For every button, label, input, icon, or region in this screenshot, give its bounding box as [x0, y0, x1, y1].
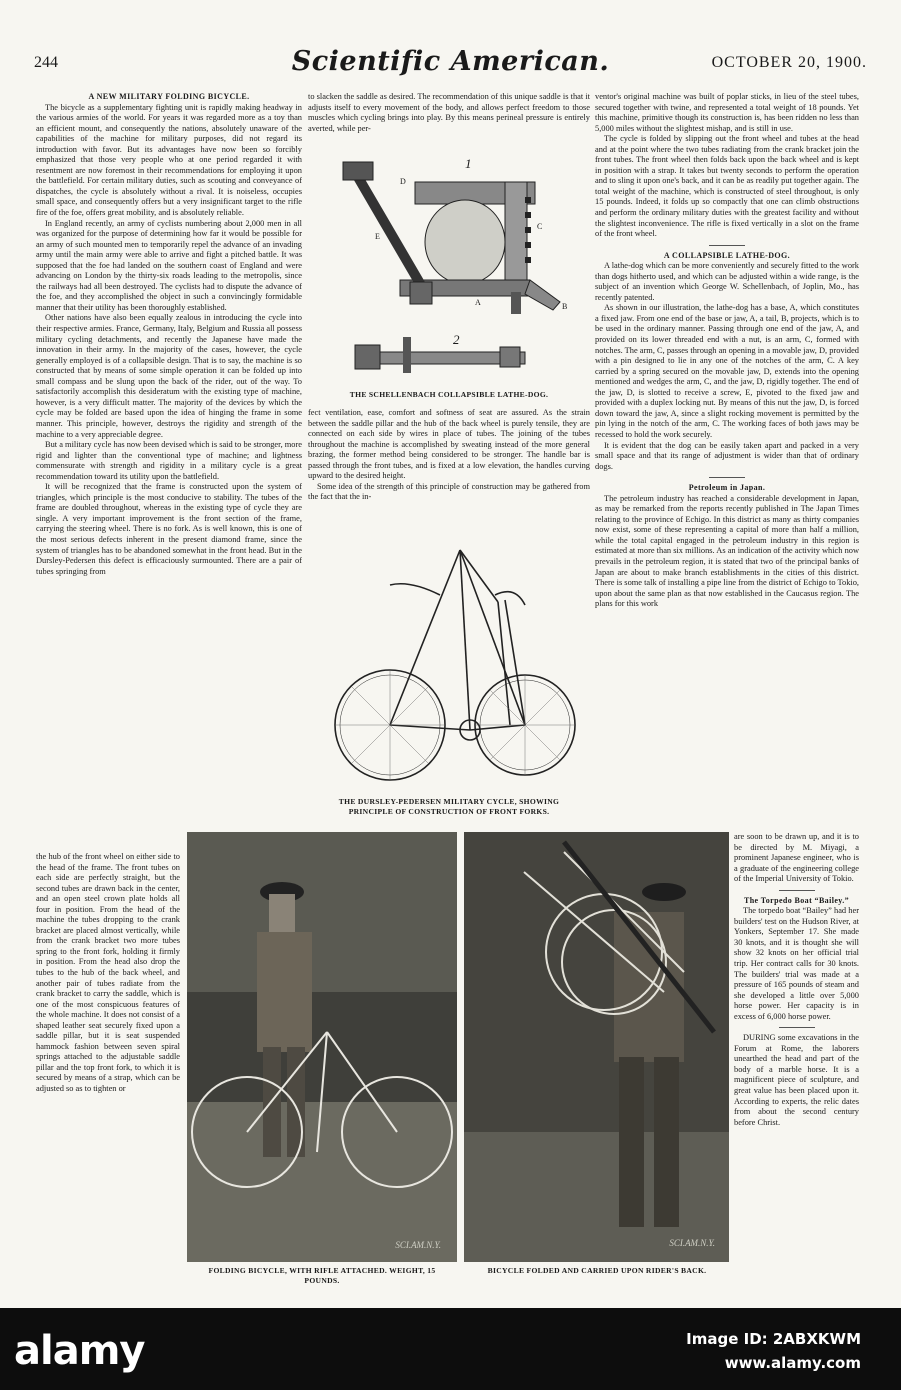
stock-banner [0, 1308, 901, 1390]
divider [709, 245, 745, 246]
paragraph: The petroleum industry has reached a considerable development in Japan, as may be remarked from the reports recently published in The Japan Times relating to the province of Echigo. In this district as many as thirty companies now exist, some of these representing a capital of more than half a million, while the total capital engaged in the petroleum industry in this region is estimated at more than six millions. As an indication of the activity which now prevails in the petroleum region, it is stated that two of the principal banks of Japan are about to make branch establishments in the cities of this district. There is some talk of installing a pipe line from the district of Echigo to Tokio, upon about the same plan as that now established in the Caucasus region. The plans for this work [595, 493, 859, 609]
column-1-narrow [36, 852, 180, 1262]
cycle-caption: THE DURSLEY-PEDERSEN MILITARY CYCLE, SHOWING PRINCIPLE OF CONSTRUCTION OF FRONT FORKS. [338, 797, 560, 816]
lathe-dog-caption: THE SCHELLENBACH COLLAPSIBLE LATHE-DOG. [349, 390, 549, 399]
stock-url[interactable]: www.alamy.com [724, 1354, 861, 1372]
paragraph: Some idea of the strength of this principle of construction may be gathered from the fact that the in- [308, 481, 590, 502]
masthead: Scientific American. [291, 46, 610, 77]
paragraph: are soon to be drawn up, and it is to be directed by M. Miyagi, a prominent Japanese engineer, who is a graduate of the engineering college of the Imperial University of Tokio. [734, 832, 859, 884]
photo-folding-bicycle [187, 832, 457, 1262]
article-title-bicycle: A NEW MILITARY FOLDING BICYCLE. [88, 92, 250, 101]
figure-label-1: 1 [465, 156, 472, 171]
figure-letter-a: A [475, 298, 481, 307]
paragraph: Other nations have also been equally zealous in introducing the cycle into their respective armies. France, Germany, Italy, Belgium and Russia all possess military cycling detachments, and recently the Japanese have made the innovation in their army. In the majority of the cases, however, the cycle generally employed is of a collapsible design. That is to say, the machine is so constructed that by means of some simple operation it can be folded up into small compass and be slung upon the back of the rider, out of the way. To satisfactorily accomplish this desideratum with the existing type of machine, however, is a very difficult matter. The majority of the devices by which the cycle may be folded are based upon the idea of hinging the frame in some manner. This principle, however, destroys the rigidity and strength of the machine to a very appreciable degree. [36, 313, 302, 439]
paragraph: The bicycle as a supplementary fighting unit is rapidly making headway in the various armies of the world. For years it was regarded more as a toy than an efficient mount, and consequently the nations, absolutely unaware of the capabilities of the machine for military purposes, did not regard its introduction with favor. But its advantages have now been so forcibly emphasized that those very people who at one period regarded it with resentment are now foremost in their recommendations for employing it upon the battlefield. For certain military duties, such as scouting and conveyance of dispatches, the cycle is absolutely without a rival. It is noiseless, occupies small space, and consequently offers but a very insignificant target to the rifle fire of the foe, offers great mobility, and is absolutely reliable. [36, 102, 302, 218]
rider-carrying-bicycle-photo [464, 832, 729, 1262]
column-1 [36, 92, 302, 850]
figure-letter-c: C [537, 222, 543, 231]
paragraph: It is evident that the dog can be easily taken apart and packed in a very small space and that its range of adjustment is wider than that of ordinary dogs. [595, 440, 859, 471]
paragraph: It will be recognized that the frame is constructed upon the system of triangles, which principle is the most conducive to stability. The tubes of the frame are doubled throughout, whereas in the existing type of cycle they are single. A very important improvement is the front section of the frame, carrying the steering wheel. There is no fork. As is well known, this is one of the most serious defects inherent in the present diamond frame, since the system of triangles has to be abandoned somewhat in the front head. But in the Dursley-Pedersen this defect is efficaciously surmounted. There are a pair of tubes springing from [36, 482, 302, 576]
page-header [34, 46, 867, 86]
paragraph: to slacken the saddle as desired. The recommendation of this unique saddle is that it adjusts itself to every movement of the body, and allows perfect freedom to those muscles which cycling brings into play. By this means perineal pressure is entirely averted, while per- [308, 92, 590, 133]
divider [779, 890, 815, 891]
figure-label-2: 2 [453, 332, 460, 347]
soldier-with-bicycle-photo [187, 832, 457, 1262]
paragraph: DURING some excavations in the Forum at Rome, the laborers unearthed the head and part of the body of a marble horse. It is a magnificent piece of sculpture, and great value has been placed upon it. According to experts, the relic dates from about the second century before Christ. [734, 1033, 859, 1127]
column-3 [595, 92, 859, 828]
paragraph: As shown in our illustration, the lathe-dog has a base, A, which constitutes a fixed jaw. From one end of the base or jaw, A, a tail, B, projects, which is to be used in the ordinary manner. Passing through one end of the jaw, A, and provided on its lower threaded end with a nut, is an arm, C, formed with notches. The arm, C, passes through an opening in a movable jaw, D, provided with a pin designed to lie in any one of the notches of the arm, C. A key carried by a spring secured on the movable jaw, D, extends into the opening mentioned and wedges the arm, C, and the jaw, D, rigidly together. The end of the jaw, D, is slotted to receive a screw, E, pivoted to the fixed jaw and provided with a duplex locking nut. By means of this nut the jaw, D, is forced down toward the jaw, A, since a slight rocking movement is permitted by the pin lying in the notch of the arm, C. The working faces of both jaws may be recessed to hold the work securely. [595, 303, 859, 439]
column-3-narrow [734, 832, 859, 1262]
photo-right-caption: BICYCLE FOLDED AND CARRIED UPON RIDER'S BACK. [487, 1266, 707, 1275]
article-title-lathe: A COLLAPSIBLE LATHE-DOG. [663, 250, 791, 260]
paragraph: fect ventilation, ease, comfort and softness of seat are assured. As the strain between the saddle pillar and the hub of the back wheel is purely tensile, they are connected on each side by wires in place of tubes. The joining of the tubes throughout the machine is accomplished by sweating instead of the more general brazing, the former method being considered to be stronger. The handle bar is passed through the front tubes, and is fixed at a low elevation, the handles curving upward to the desired height. [308, 408, 590, 481]
divider [709, 477, 745, 478]
divider [779, 1027, 815, 1028]
paragraph: The cycle is folded by slipping out the front wheel and tubes at the head and at the point where the two tubes radiating from the crank bracket join the front tubes. The front wheel then folds back upon the back wheel and is kept in position with a strap. It takes but twenty seconds to perform the operation and to sling it upon one's back, and it can be as readily put together again. The total weight of the machine, which is constructed of steel throughout, is only 15 pounds. Indeed, it folds up so compactly that one can climb obstructions and perform the ordinary military duties with the greatest facility and without the slightest inconvenience. The rifle is fixed vertically in a slot on the frame of the front wheel. [595, 134, 859, 239]
paragraph: The torpedo boat “Bailey” had her builders' test on the Hudson River, at Yonkers, September 17. She made 30 knots, and it is thought she will show 32 knots on her official trial trip. Her contract calls for 30 knots. The builders' trial was made at a pressure of 165 pounds of steam and she developed a little over 5,000 horse power. Her capacity is in excess of 6,000 horse power. [734, 906, 859, 1021]
figure-letter-d: D [400, 177, 406, 186]
image-id: Image ID: 2ABXKWM [686, 1330, 861, 1348]
paragraph: the hub of the front wheel on either side to the head of the frame. The front tubes on each side are perfectly straight, but the second tubes are drawn back in the center, and an open steel crown plate holds all four in position. From the head of the machine the tubes dropping to the crank bracket are placed almost vertically, while from the crank bracket two more tubes spring to the front fork, holding it firmly in position. From the head also drop the tubes to the hub of the back wheel, and another pair of tubes radiate from the crank bracket to carry the saddle, which is one of the most conspicuous features of the whole machine. It does not consist of a shaped leather seat securely fixed upon a saddle pillar, but it is seat suspended hammock fashion between seven spiral springs attached to the adjustable saddle pillar and the top front fork, to which it is secured by means of a strap, which can be adjusted so as to tighten or [36, 852, 180, 1094]
lathe-dog-figure [315, 152, 583, 385]
photo-signature: SCI.AM.N.Y. [395, 1240, 441, 1250]
photo-left-caption: FOLDING BICYCLE, WITH RIFLE ATTACHED. WEIGHT, 15 POUNDS. [208, 1266, 436, 1285]
issue-date: OCTOBER 20, 1900. [711, 54, 867, 71]
paragraph: But a military cycle has now been devised which is said to be stronger, more rigid and lighter than the conventional type of machine; and lightness commensurate with strength and rigidity in a military cycle is a great recommendation toward its utility upon the battlefield. [36, 440, 302, 481]
column-2-middle [308, 408, 590, 536]
photo-signature: SCI.AM.N.Y. [669, 1238, 715, 1248]
paragraph: In England recently, an army of cyclists numbering about 2,000 men in all was organized for the purpose of determining how far it would be possible for an army of such mounted men to temporarily repel the advance of an invading army until the main army were able to arrive and fight a pitched battle. It was supposed that the foe had landed on the southern coast of England and were advancing on London by the thirty-six roads leading to the metropolis, since the railways had all been destroyed. The cyclists had to dispute the advance of the foe, and they accomplished the object in such a convincingly formidable manner that their utility has been thoroughly established. [36, 218, 302, 312]
page-number: 244 [34, 54, 58, 71]
column-2-top [308, 92, 590, 150]
paragraph: A lathe-dog which can be more conveniently and securely fitted to the work than dogs hitherto used, and which can be adjusted within a wide range, is the subject of an invention which George W. Schellenbach, of Joplin, Mo., has recently patented. [595, 261, 859, 302]
article-title-petroleum: Petroleum in Japan. [688, 483, 766, 493]
figure-letter-b: B [562, 302, 568, 311]
article-title-torpedo: The Torpedo Boat “Bailey.” [743, 895, 850, 905]
photo-bicycle-on-back [464, 832, 729, 1262]
cycle-figure [330, 540, 580, 790]
bicycle-illustration [330, 540, 580, 790]
figure-letter-e: E [375, 232, 380, 241]
lathe-dog-illustration [315, 152, 583, 385]
paragraph: ventor's original machine was built of poplar sticks, in lieu of the steel tubes, secured together with twine, and represented a total weight of 18 pounds. Yet this machine, primitive though its construction is, has been ridden no less than 5,000 miles without the slightest mishap, and is still in use. [595, 92, 859, 133]
alamy-logo: alamy [14, 1328, 145, 1374]
